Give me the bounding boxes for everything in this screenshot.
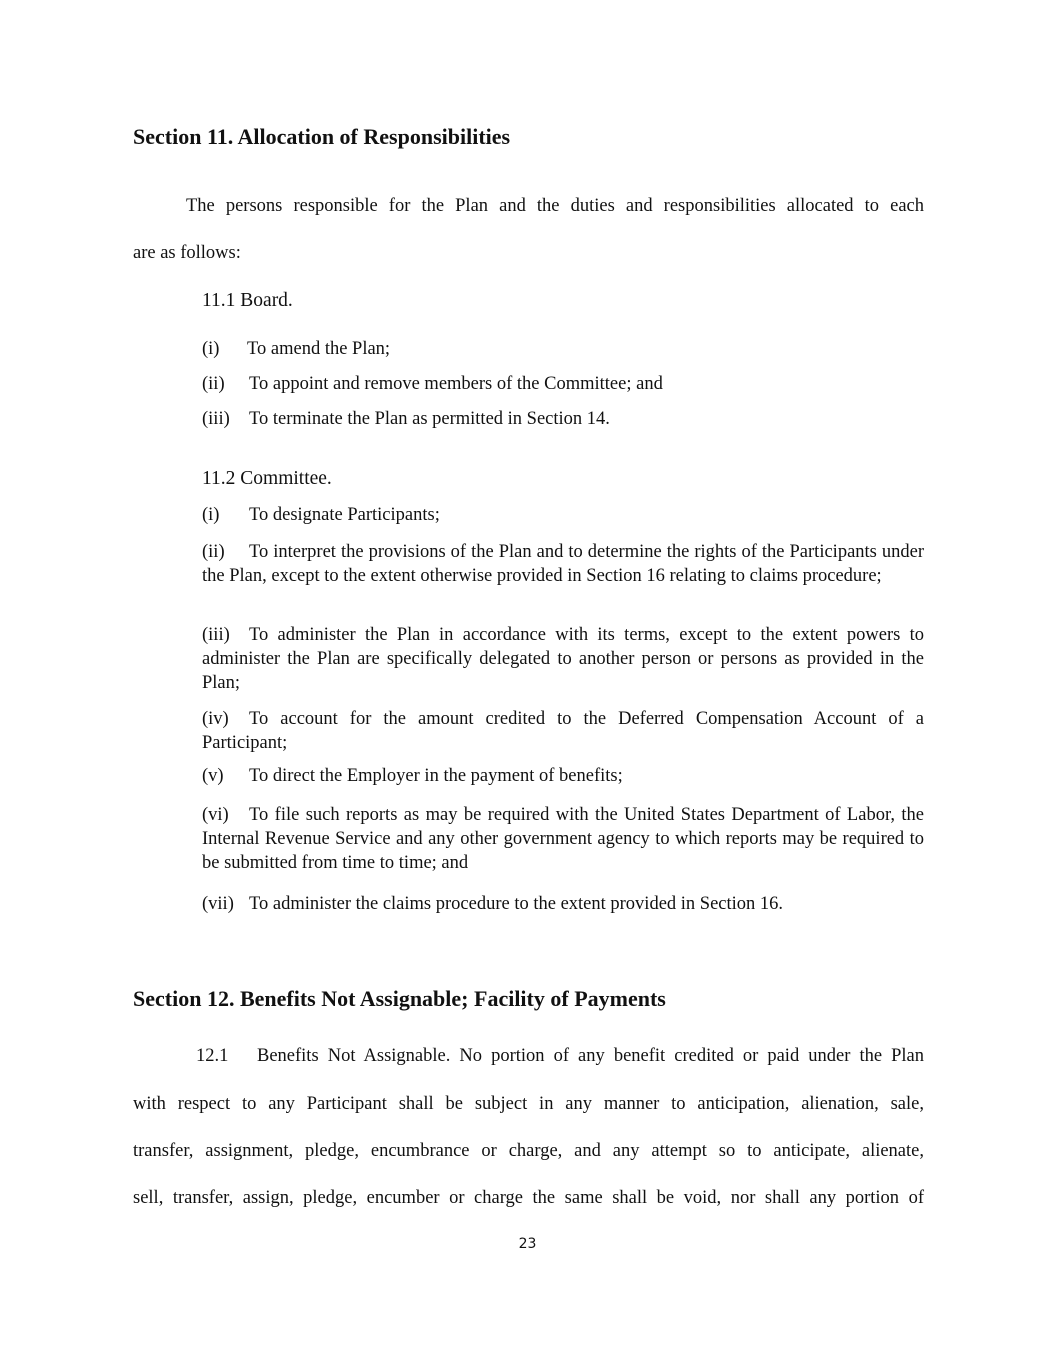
board-item bbox=[202, 339, 390, 360]
board-item-number: (i) bbox=[202, 339, 220, 359]
committee-item-number: (ii) bbox=[202, 542, 225, 562]
committee-item-text: To administer the claims procedure to the extent provided in Section 16. bbox=[249, 894, 784, 914]
committee-item-number: (vi) bbox=[202, 805, 229, 825]
committee-item bbox=[202, 766, 623, 787]
board-item-text: To terminate the Plan as permitted in Section 14. bbox=[249, 409, 610, 429]
section-12-line: with respect to any Participant shall be subject in any manner to anticipation, alienation, sale, bbox=[133, 1094, 924, 1114]
committee-item-text: To direct the Employer in the payment of benefits; bbox=[249, 766, 623, 786]
committee-item bbox=[202, 803, 924, 875]
board-item-number: (ii) bbox=[202, 374, 225, 394]
committee-item bbox=[202, 894, 783, 915]
board-item bbox=[202, 409, 610, 430]
section-12-title: Section 12. Benefits Not Assignable; Facility of Payments bbox=[133, 986, 666, 1011]
committee-item-number: (vii) bbox=[202, 894, 234, 914]
committee-item-number: (v) bbox=[202, 766, 224, 786]
section-12-1-number: 12.1 bbox=[196, 1046, 229, 1066]
board-item-text: To amend the Plan; bbox=[247, 339, 391, 359]
subsection-11-2-heading: 11.2 Committee. bbox=[202, 468, 332, 489]
section-12-line-1 bbox=[196, 1046, 924, 1067]
committee-item bbox=[202, 707, 924, 755]
board-item bbox=[202, 374, 663, 395]
section-11-intro-line-2: are as follows: bbox=[133, 243, 241, 263]
section-11-intro-line-1: The persons responsible for the Plan and the duties and responsibilities allocated to each bbox=[186, 196, 924, 216]
section-11-title: Section 11. Allocation of Responsibilities bbox=[133, 124, 511, 149]
committee-item bbox=[202, 505, 440, 526]
committee-item bbox=[202, 623, 924, 695]
subsection-11-1-heading: 11.1 Board. bbox=[202, 290, 293, 311]
committee-item-number: (iv) bbox=[202, 709, 229, 729]
page-number: 23 bbox=[518, 1236, 537, 1252]
committee-item-text: To designate Participants; bbox=[249, 505, 440, 525]
board-item-text: To appoint and remove members of the Committee; and bbox=[249, 374, 663, 394]
section-12-line-text: Benefits Not Assignable. No portion of any benefit credited or paid under the Plan bbox=[257, 1046, 924, 1066]
board-item-number: (iii) bbox=[202, 409, 230, 429]
committee-item-text: To administer the Plan in accordance with its terms, except to the extent powers to administer the Plan are specifically delegated to another person or persons as provided in the Plan; bbox=[202, 625, 924, 693]
committee-item-text: To interpret the provisions of the Plan and to determine the rights of the Participants under the Plan, except to the extent otherwise provided in Section 16 relating to claims procedure; bbox=[202, 542, 924, 586]
committee-item-text: To file such reports as may be required with the United States Department of Labor, the Internal Revenue Service and any other government agency to which reports may be required to be submitted from time to time; and bbox=[202, 805, 924, 873]
committee-item-number: (iii) bbox=[202, 625, 230, 645]
section-12-line: transfer, assignment, pledge, encumbrance or charge, and any attempt so to anticipate, alienate, bbox=[133, 1141, 924, 1161]
committee-item-number: (i) bbox=[202, 505, 220, 525]
committee-item bbox=[202, 540, 924, 588]
section-12-line: sell, transfer, assign, pledge, encumber or charge the same shall be void, nor shall any portion of bbox=[133, 1188, 924, 1208]
committee-item-text: To account for the amount credited to the Deferred Compensation Account of a Participant; bbox=[202, 709, 924, 753]
